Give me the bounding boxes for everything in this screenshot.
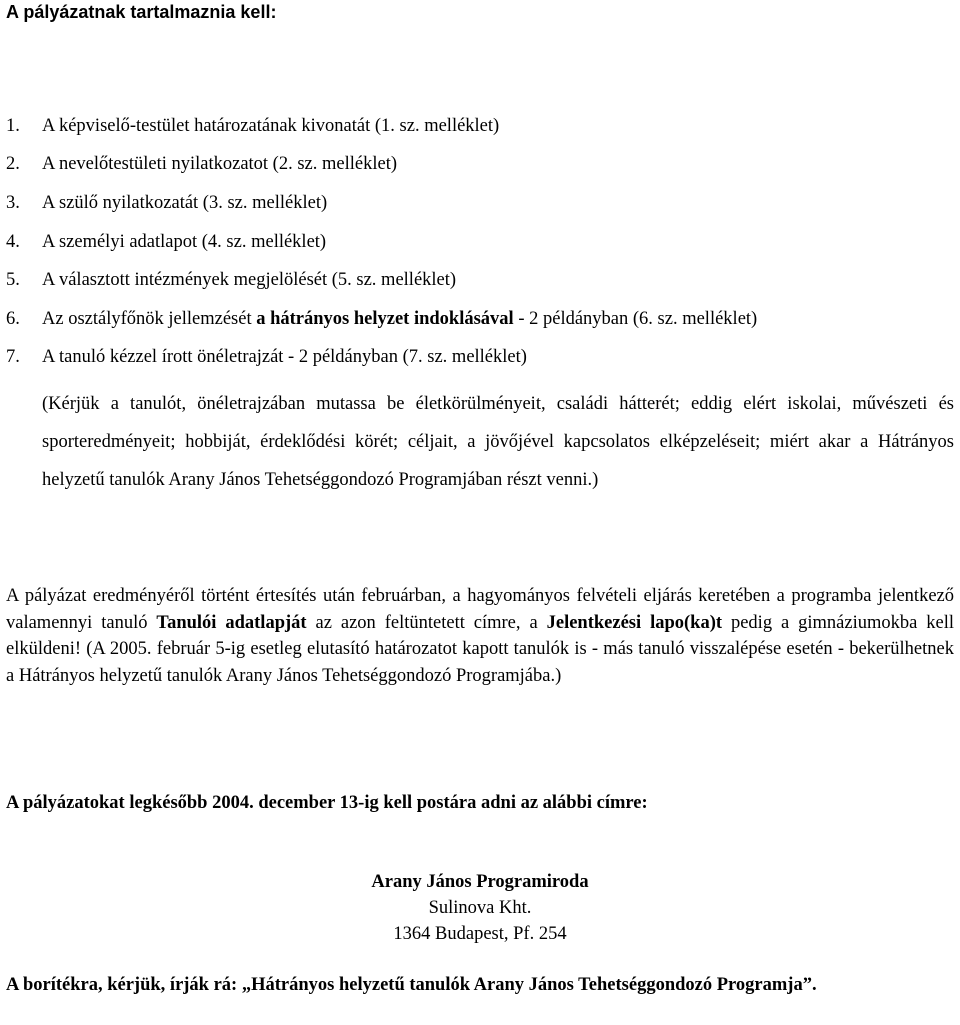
notification-paragraph bbox=[6, 583, 954, 689]
list-item bbox=[6, 268, 456, 292]
paragraph-emphasis: Tanulói adatlapját bbox=[156, 612, 307, 633]
address-name: Arany János Programiroda bbox=[371, 872, 589, 892]
list-item bbox=[6, 114, 499, 138]
paragraph-text: pedig a gimnáziumokba kell elküldeni! (A 2005. február 5-ig esetleg elutasító határozatot kapott tanulók is - más tanuló visszalépése esetén - bekerülhetnek a Hátrányos helyzetű tanulók Arany János Tehetséggondozó Programjába.) bbox=[6, 612, 955, 686]
envelope-instruction: A borítékra, kérjük, írják rá: „Hátrányos helyzetű tanulók Arany János Tehetséggondozó Programja”. bbox=[6, 975, 817, 995]
paragraph-text: A pályázat eredményéről történt értesítés után februárban, a hagyományos felvételi eljárás keretében a programba jelentkező valamennyi tanuló bbox=[6, 586, 954, 633]
list-item bbox=[6, 191, 327, 215]
list-item-number: 6. bbox=[6, 309, 20, 329]
paragraph-text: az azon feltüntetett címre, a bbox=[306, 612, 547, 633]
list-item bbox=[6, 307, 757, 331]
address-postal: 1364 Budapest, Pf. 254 bbox=[393, 924, 567, 944]
list-item-text: A tanuló kézzel írott önéletrajzát - 2 példányban (7. sz. melléklet) bbox=[42, 347, 527, 367]
list-item-text: Az osztályfőnök jellemzését bbox=[42, 309, 257, 329]
section-title: A pályázatnak tartalmaznia kell: bbox=[6, 2, 277, 22]
list-item-number: 1. bbox=[6, 116, 20, 136]
list-item bbox=[6, 152, 397, 176]
list-item-number: 4. bbox=[6, 232, 20, 252]
list-item-text: A képviselő-testület határozatának kivonatát (1. sz. melléklet) bbox=[42, 116, 500, 136]
list-item-number: 7. bbox=[6, 347, 20, 367]
list-item-number: 2. bbox=[6, 154, 20, 174]
list-item bbox=[6, 230, 326, 254]
paragraph-emphasis: Jelentkezési lapo(ka)t bbox=[546, 612, 723, 633]
list-item-text: - 2 példányban (6. sz. melléklet) bbox=[513, 309, 758, 329]
list-item-text: A nevelőtestületi nyilatkozatot (2. sz. melléklet) bbox=[42, 154, 397, 174]
deadline-statement: A pályázatokat legkésőbb 2004. december 13-ig kell postára adni az alábbi címre: bbox=[6, 793, 648, 813]
list-item-number: 3. bbox=[6, 193, 20, 213]
list-item-text: A személyi adatlapot (4. sz. melléklet) bbox=[42, 232, 327, 252]
list-item-emphasis: a hátrányos helyzet indoklásával bbox=[256, 309, 514, 329]
list-item-number: 5. bbox=[6, 270, 20, 290]
list-item bbox=[6, 345, 527, 369]
address-organization: Sulinova Kht. bbox=[428, 898, 532, 918]
list-item-text: A szülő nyilatkozatát (3. sz. melléklet) bbox=[42, 193, 328, 213]
list-item-text: A választott intézmények megjelölését (5. sz. melléklet) bbox=[42, 270, 457, 290]
autobiography-note: (Kérjük a tanulót, önéletrajzában mutassa be életkörülményeit, családi hátterét; eddig elért iskolai, művészeti és sporteredményeit; hobbiját, érdeklődési körét; céljait, a jövőjével kapcsolatos elképzeléseit; miért akar a Hátrányos helyzetű tanulók Arany János Tehetséggondozó Programjában részt venni.) bbox=[42, 394, 954, 490]
